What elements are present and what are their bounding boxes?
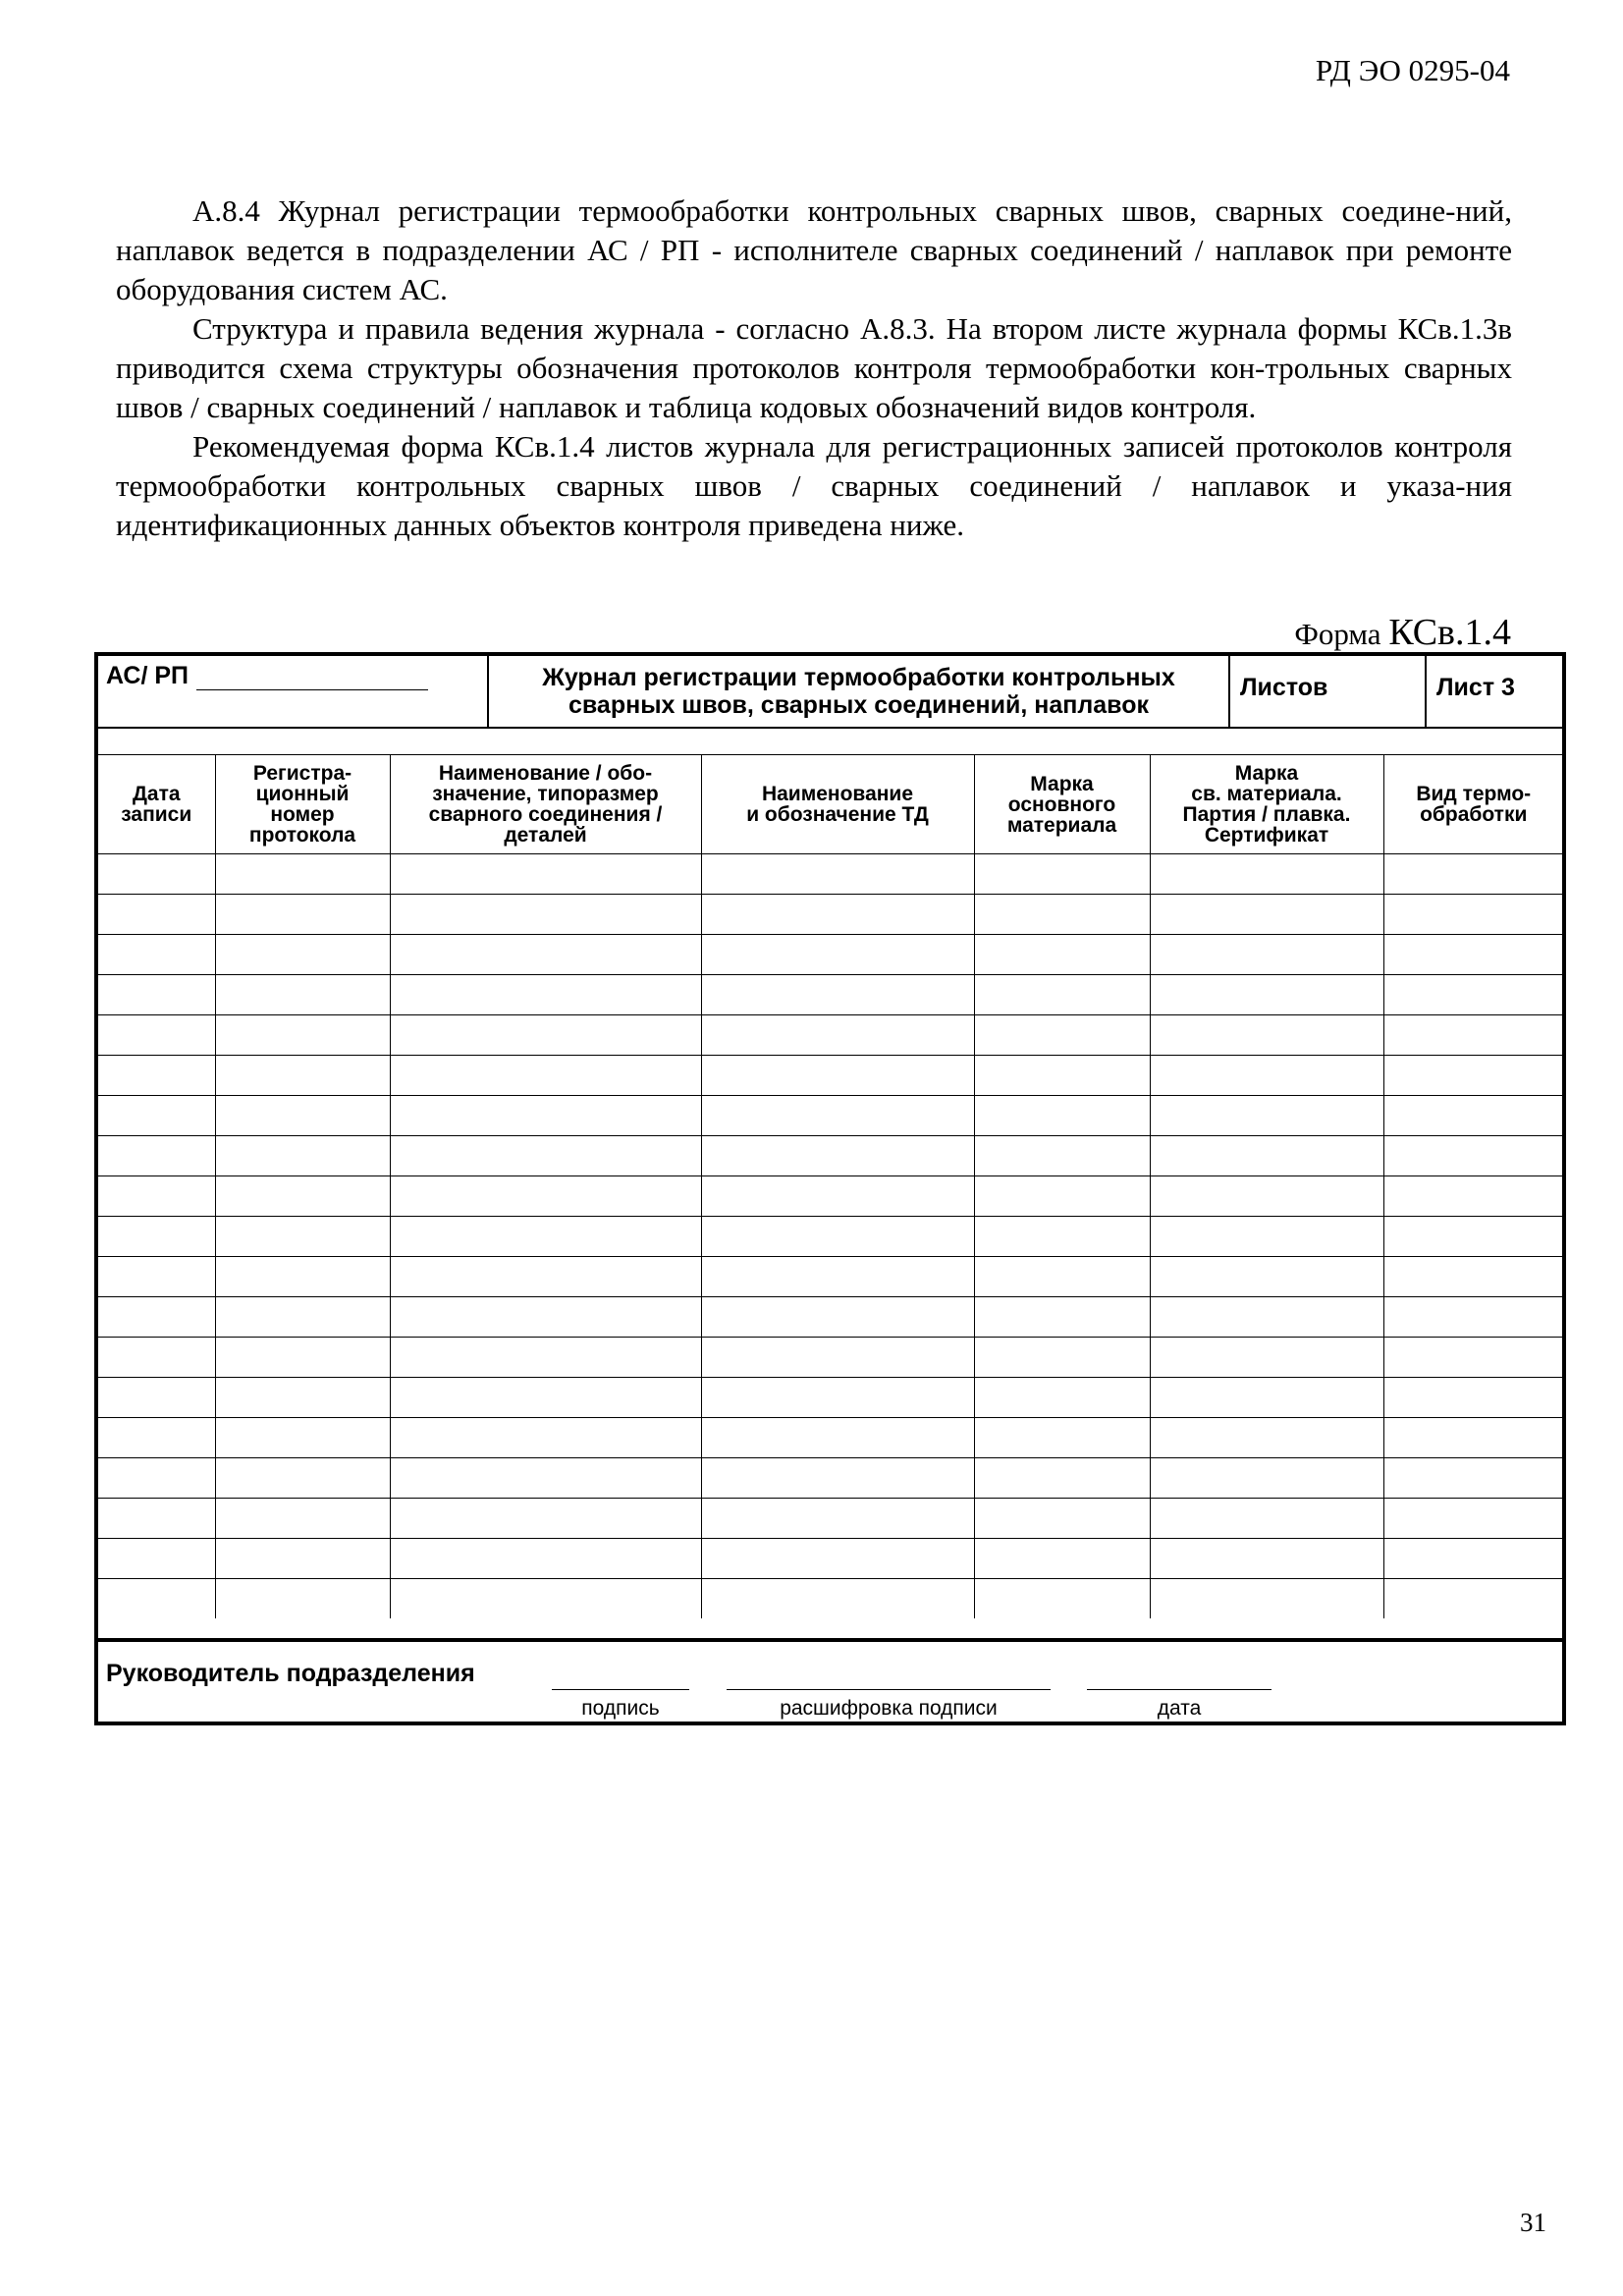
column-header-base-material: Марка основного материала [974,755,1150,854]
table-cell[interactable] [98,1136,215,1176]
date-caption: дата [1157,1697,1202,1720]
table-cell[interactable] [215,854,390,895]
table-row [98,1096,1563,1136]
table-cell[interactable] [974,1418,1150,1458]
table-cell[interactable] [974,1458,1150,1499]
table-cell[interactable] [701,854,974,895]
decryption-caption: расшифровка подписи [780,1697,998,1720]
table-cell[interactable] [1383,1499,1563,1539]
table-cell[interactable] [701,1257,974,1297]
table-cell[interactable] [701,1015,974,1056]
form-footer [98,1638,1562,1725]
table-row [98,895,1563,935]
table-cell[interactable] [390,1096,701,1136]
table-body [98,854,1563,1619]
table-cell[interactable] [1383,975,1563,1015]
table-cell[interactable] [390,854,701,895]
table-cell[interactable] [1383,1539,1563,1579]
table-cell[interactable] [215,1257,390,1297]
signature-caption: подпись [581,1697,660,1720]
table-cell[interactable] [1150,1176,1383,1217]
table-cell[interactable] [390,1539,701,1579]
table-cell[interactable] [390,1176,701,1217]
page-number: 31 [1520,2208,1546,2237]
table-cell[interactable] [701,1458,974,1499]
table-cell[interactable] [98,895,215,935]
table-cell[interactable] [1383,1176,1563,1217]
table-cell[interactable] [1383,1418,1563,1458]
table-cell[interactable] [390,1217,701,1257]
table-cell[interactable] [215,1096,390,1136]
table-cell[interactable] [974,1338,1150,1378]
column-header-protocol-number: Регистра- ционный номер протокола [215,755,390,854]
table-cell[interactable] [98,1539,215,1579]
table-cell[interactable] [1383,1378,1563,1418]
table-cell[interactable] [1383,1338,1563,1378]
table-cell[interactable] [1150,1458,1383,1499]
journal-title [489,656,1230,727]
table-cell[interactable] [390,1257,701,1297]
table-cell[interactable] [1383,854,1563,895]
table-cell[interactable] [974,1257,1150,1297]
table-cell[interactable] [390,1458,701,1499]
table-cell[interactable] [974,1096,1150,1136]
table-cell[interactable] [701,1499,974,1539]
table-cell[interactable] [98,1217,215,1257]
table-row [98,1458,1563,1499]
table-cell[interactable] [701,935,974,975]
table-cell[interactable] [98,1257,215,1297]
table-row [98,1338,1563,1378]
decryption-line[interactable] [727,1689,1051,1690]
table-cell[interactable] [701,1338,974,1378]
table-row [98,1579,1563,1619]
table-row [98,935,1563,975]
table-row [98,1257,1563,1297]
table-cell[interactable] [98,1056,215,1096]
table-row [98,1056,1563,1096]
table-row [98,1136,1563,1176]
table-cell[interactable] [215,1176,390,1217]
table-header-row [98,755,1563,854]
table-cell[interactable] [390,1378,701,1418]
table-cell[interactable] [215,1297,390,1338]
table-cell[interactable] [98,1338,215,1378]
sheets-label: Листов [1240,674,1328,701]
table-cell[interactable] [390,1338,701,1378]
table-row [98,975,1563,1015]
table-cell[interactable] [98,935,215,975]
table-cell[interactable] [974,1579,1150,1619]
table-cell[interactable] [215,1217,390,1257]
ac-rp-label: АС/ РП [106,662,189,689]
table-cell[interactable] [98,1096,215,1136]
table-cell[interactable] [390,1297,701,1338]
column-header-joint-name: Наименование / обо- значение, типоразмер сварного соединения / деталей [390,755,701,854]
table-cell[interactable] [1383,935,1563,975]
doc-code: РД ЭО 0295-04 [1315,53,1510,87]
table-cell[interactable] [215,1136,390,1176]
table-cell[interactable] [701,1297,974,1338]
table-cell[interactable] [974,1176,1150,1217]
table-cell[interactable] [974,975,1150,1015]
table-cell[interactable] [98,1378,215,1418]
ac-rp-cell [98,656,489,727]
table-cell[interactable] [1383,1136,1563,1176]
table-cell[interactable] [98,854,215,895]
table-cell[interactable] [974,1378,1150,1418]
table-row [98,1297,1563,1338]
journal-form [94,652,1566,1725]
form-label [1294,611,1511,654]
column-header-date: Дата записи [98,755,215,854]
table-cell[interactable] [1150,1136,1383,1176]
table-cell[interactable] [1150,1056,1383,1096]
form-label-code: КСв.1.4 [1388,612,1511,653]
table-cell[interactable] [98,975,215,1015]
table-cell[interactable] [1150,1499,1383,1539]
table-cell[interactable] [215,1579,390,1619]
table-cell[interactable] [390,1015,701,1056]
table-cell[interactable] [701,1418,974,1458]
column-header-weld-material: Марка св. материала. Партия / плавка. Сертификат [1150,755,1383,854]
table-cell[interactable] [215,1378,390,1418]
table-cell[interactable] [1383,895,1563,935]
table-cell[interactable] [701,1378,974,1418]
table-cell[interactable] [98,1499,215,1539]
table-cell[interactable] [1150,1338,1383,1378]
table-cell[interactable] [215,975,390,1015]
table-cell[interactable] [390,1499,701,1539]
table-cell[interactable] [215,1539,390,1579]
table-cell[interactable] [1150,1579,1383,1619]
manager-label: Руководитель подразделения [106,1660,475,1687]
table-cell[interactable] [215,1458,390,1499]
table-row [98,854,1563,895]
table-cell[interactable] [390,935,701,975]
table-cell[interactable] [1150,1015,1383,1056]
table-cell[interactable] [1383,1056,1563,1096]
table-cell[interactable] [98,1418,215,1458]
table-cell[interactable] [701,1136,974,1176]
signature-line[interactable] [552,1689,689,1690]
table-cell[interactable] [974,895,1150,935]
table-cell[interactable] [98,1015,215,1056]
table-cell[interactable] [215,1338,390,1378]
table-cell[interactable] [701,895,974,935]
table-cell[interactable] [1150,1096,1383,1136]
table-cell[interactable] [1383,1458,1563,1499]
table-cell[interactable] [974,1499,1150,1539]
table-cell[interactable] [974,1015,1150,1056]
table-row [98,1015,1563,1056]
table-cell[interactable] [98,1458,215,1499]
journal-title-line: сварных швов, сварных соединений, наплавок [568,691,1149,719]
table-cell[interactable] [215,1499,390,1539]
table-cell[interactable] [974,935,1150,975]
table-cell[interactable] [1150,895,1383,935]
paragraph: А.8.4 Журнал регистрации термообработки контрольных сварных швов, сварных соедине-ний, наплавок ведется в подразделении АС / РП - исполнителе сварных соединений / наплавок при ремонте оборудования систем АС. [116,193,1512,306]
table-cell[interactable] [974,1539,1150,1579]
table-cell[interactable] [974,1217,1150,1257]
sheet-label: Лист 3 [1436,674,1515,701]
column-header-td: Наименование и обозначение ТД [701,755,974,854]
column-header-heat-treatment: Вид термо- обработки [1383,755,1563,854]
table-row [98,1217,1563,1257]
table-cell[interactable] [390,1056,701,1096]
ac-rp-input-line[interactable] [196,668,428,690]
sheets-count-cell [1230,656,1427,727]
table-cell[interactable] [974,1297,1150,1338]
journal-table [98,754,1563,1618]
table-row [98,1176,1563,1217]
table-cell[interactable] [98,1579,215,1619]
table-cell[interactable] [701,975,974,1015]
table-cell[interactable] [1150,1217,1383,1257]
form-label-prefix: Форма [1294,617,1389,651]
table-cell[interactable] [390,975,701,1015]
table-cell[interactable] [1150,1418,1383,1458]
table-cell[interactable] [1383,1297,1563,1338]
table-cell[interactable] [974,854,1150,895]
table-cell[interactable] [390,895,701,935]
table-cell[interactable] [701,1217,974,1257]
date-line[interactable] [1087,1689,1271,1690]
table-row [98,1418,1563,1458]
table-cell[interactable] [1150,1378,1383,1418]
form-header [98,656,1562,729]
table-row [98,1539,1563,1579]
table-cell[interactable] [974,1136,1150,1176]
sheet-number-cell [1427,656,1562,727]
table-cell[interactable] [701,1176,974,1217]
table-cell[interactable] [1383,1096,1563,1136]
table-cell[interactable] [98,1176,215,1217]
table-cell[interactable] [215,1015,390,1056]
journal-title-line: Журнал регистрации термообработки контрольных [542,664,1175,691]
table-cell[interactable] [215,1418,390,1458]
table-cell[interactable] [1150,1297,1383,1338]
table-cell[interactable] [1150,1257,1383,1297]
table-cell[interactable] [98,1297,215,1338]
table-cell[interactable] [1150,1539,1383,1579]
table-cell[interactable] [974,1056,1150,1096]
table-cell[interactable] [215,935,390,975]
paragraph: Структура и правила ведения журнала - согласно А.8.3. На втором листе журнала формы КСв.1.3в приводится схема структуры обозначения протоколов контроля термообработки кон-трольных сварных швов / сварных соединений / наплавок и таблица кодовых обозначений видов контроля. [116,311,1512,424]
table-cell[interactable] [1383,1015,1563,1056]
table-cell[interactable] [1383,1579,1563,1619]
table-cell[interactable] [1150,935,1383,975]
table-cell[interactable] [390,1579,701,1619]
table-cell[interactable] [1383,1217,1563,1257]
table-cell[interactable] [1383,1257,1563,1297]
table-cell[interactable] [701,1096,974,1136]
body-text [116,191,1512,545]
table-cell[interactable] [390,1136,701,1176]
table-cell[interactable] [701,1579,974,1619]
table-row [98,1499,1563,1539]
table-cell[interactable] [215,1056,390,1096]
table-row [98,1378,1563,1418]
table-cell[interactable] [701,1056,974,1096]
table-cell[interactable] [390,1418,701,1458]
table-cell[interactable] [701,1539,974,1579]
table-cell[interactable] [1150,854,1383,895]
table-cell[interactable] [215,895,390,935]
paragraph: Рекомендуемая форма КСв.1.4 листов журнала для регистрационных записей протоколов контроля термообработки контрольных сварных швов / сварных соединений / наплавок и указа-ния идентификационных данных объектов контроля приведена ниже. [116,429,1512,542]
table-cell[interactable] [1150,975,1383,1015]
